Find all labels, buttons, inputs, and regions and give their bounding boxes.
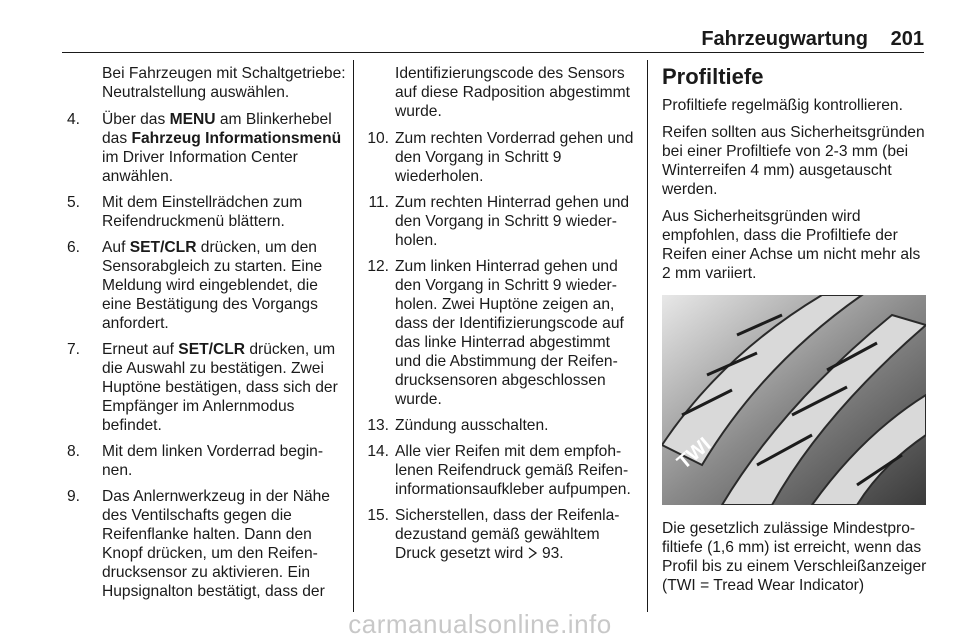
watermark: carmanualsonline.info xyxy=(348,609,612,639)
header-rule xyxy=(62,52,924,53)
page-reference[interactable]: 93. xyxy=(541,545,564,562)
menu-button-label: MENU xyxy=(169,111,216,128)
list-item: 9. Das Anlernwerkzeug in der Nähe des Ventilschafts gegen die Reifenflanke halten. Dann den Knopf drücken, um den Reifendrucksensor zu aktivieren. Ein Hupsignalton bestätigt, dass der xyxy=(66,488,330,600)
list-item: 10. Zum rechten Vorderrad gehen und den Vorgang in Schritt 9 wiederholen. xyxy=(367,130,634,185)
step-continuation: Identifizierungscode des Sensors auf diese Radposition abgestimmt wurde. xyxy=(395,65,630,120)
set-clr-label: SET/CLR xyxy=(178,341,246,358)
page-number: 201 xyxy=(890,28,924,50)
paragraph: Profiltiefe regelmäßig kontrollieren. xyxy=(662,97,903,114)
steps-list xyxy=(355,129,639,563)
list-item: 14. Alle vier Reifen mit dem empfohlenen Reifendruck gemäß Reifeninformationsaufkleber aufpumpen. xyxy=(367,443,631,498)
page-reference-arrow-icon[interactable] xyxy=(528,545,538,562)
list-item: 8. Mit dem linken Vorderrad beginnen. xyxy=(66,443,324,479)
column-1 xyxy=(62,64,346,608)
column-3 xyxy=(650,64,928,603)
list-item: 4. Über das MENU am Blinkerhebel das Fahrzeug Informationsmenü im Driver Information Center anwählen. xyxy=(66,111,342,185)
list-item: 11. Zum rechten Hinterrad gehen und den Vorgang in Schritt 9 wiederholen. xyxy=(368,194,630,249)
list-item: 12. Zum linken Hinterrad gehen und den Vorgang in Schritt 9 wiederholen. Zwei Huptöne zeigen an, dass der Identifizierungscode auf das linke Hinterrad abgestimmt und die Abstimmung der Reifendrucksensoren abgeschlossen wurde. xyxy=(367,258,624,408)
list-item: 15. Sicherstellen, dass der Reifenladezustand gemäß gewähltem Druck gesetzt wird 93. xyxy=(367,507,620,562)
twi-marking: TWI xyxy=(673,433,716,474)
menu-name: Fahrzeug Informationsmenü xyxy=(131,130,342,147)
column-divider xyxy=(353,60,354,612)
page-header xyxy=(0,0,960,56)
paragraph: Aus Sicherheitsgründen wird empfohlen, dass die Profiltiefe der Reifen einer Achse um nicht mehr als 2 mm variiert. xyxy=(662,208,921,282)
step-continuation: Bei Fahrzeugen mit Schaltgetriebe: Neutralstellung auswählen. xyxy=(102,65,346,101)
steps-list xyxy=(62,110,346,601)
paragraph: Die gesetzlich zulässige Mindestprofiltiefe (1,6 mm) ist erreicht, wenn das Profil bis zu einem Verschleißanzeiger (TWI = Tread Wear Indicator) xyxy=(662,520,927,594)
section-title: Fahrzeugwartung xyxy=(701,28,868,50)
list-item: 5. Mit dem Einstellrädchen zum Reifendruckmenü blättern. xyxy=(66,194,303,230)
tire-tread-image xyxy=(662,295,926,505)
column-2 xyxy=(355,64,639,570)
column-divider xyxy=(647,60,648,612)
set-clr-label: SET/CLR xyxy=(129,239,197,256)
section-heading: Profiltiefe xyxy=(662,64,764,89)
list-item: 13. Zündung ausschalten. xyxy=(367,417,549,434)
list-item: 7. Erneut auf SET/CLR drücken, um die Auswahl zu bestätigen. Zwei Huptöne bestätigen, dass sich der Empfänger im Anlernmodus befindet. xyxy=(66,341,338,434)
list-item: 6. Auf SET/CLR drücken, um den Sensorabgleich zu starten. Eine Meldung wird eingeblendet, die eine Bestätigung des Vorgangs anfordert. xyxy=(66,239,323,332)
paragraph: Reifen sollten aus Sicherheitsgründen bei einer Profiltiefe von 2-3 mm (bei Winterreifen 4 mm) ausgetauscht werden. xyxy=(662,124,925,198)
